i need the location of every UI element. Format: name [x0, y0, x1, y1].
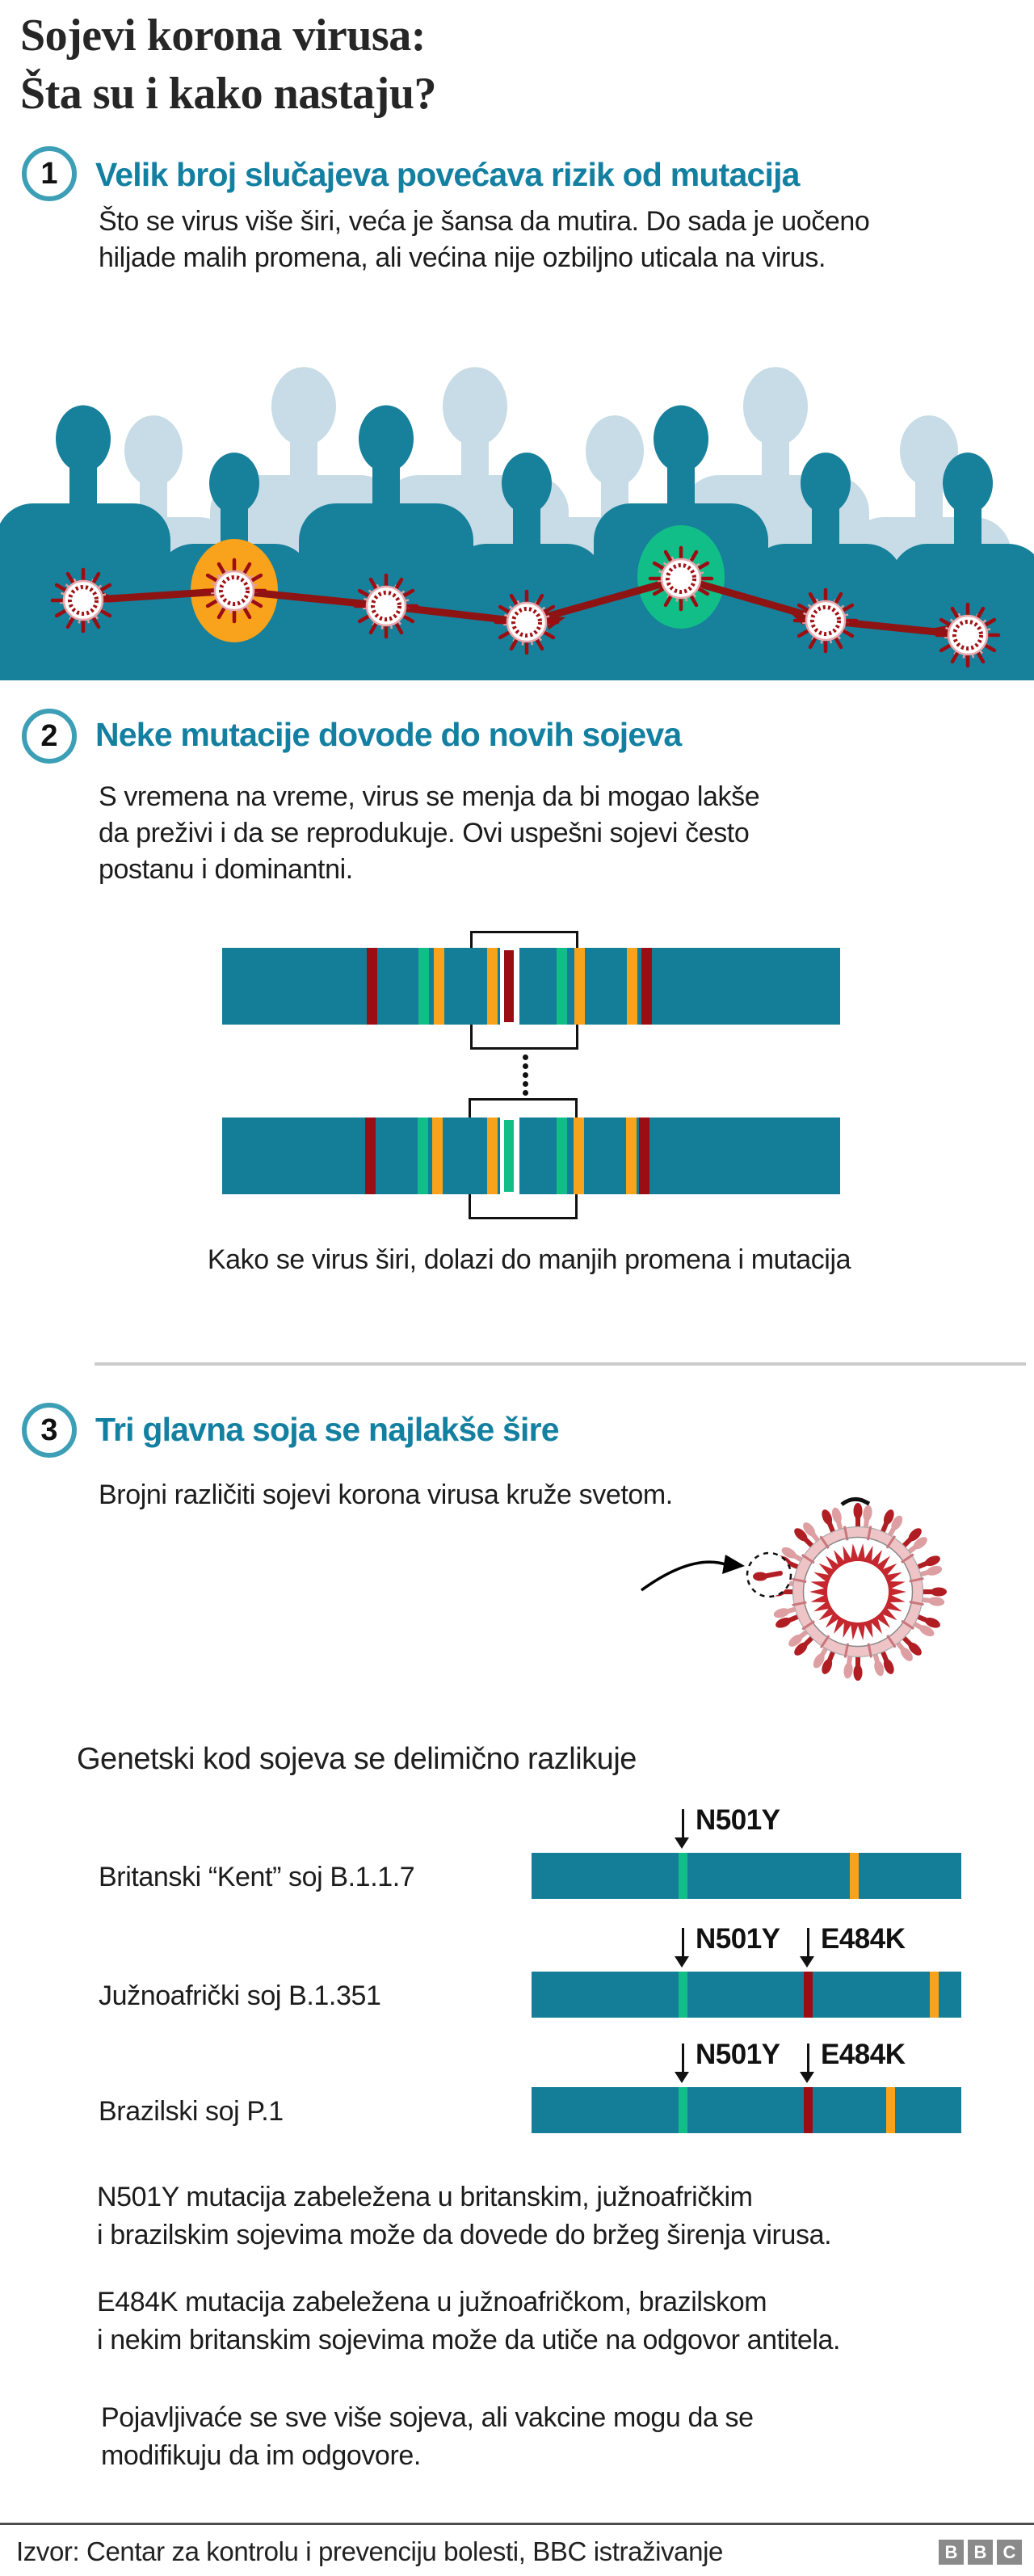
bbc-logo-letter: C [997, 2540, 1022, 2565]
mutation-arrow-line [682, 1928, 684, 1957]
mutation-stripe [504, 950, 514, 1022]
text-line: hiljade malih promena, ali većina nije ozbiljno uticala na virus. [99, 242, 826, 273]
coronavirus-illustration [0, 1491, 1034, 1725]
genome-stripe [574, 948, 585, 1025]
genome-stripe [627, 948, 637, 1025]
mutation-arrow-line [807, 2044, 809, 2073]
strain-label: Južnoafrički soj B.1.351 [99, 1980, 381, 2011]
person-silhouette-front [299, 406, 473, 680]
section-number: 2 [40, 718, 58, 753]
bbc-logo-letter: B [939, 2540, 964, 2565]
mutation-label: E484K [821, 1923, 906, 1955]
strain-stripe [850, 1853, 859, 1899]
mutation-arrow-head [800, 1956, 814, 1968]
dotted-connector [523, 1054, 528, 1099]
pointer-arrow [641, 1555, 745, 1590]
mutation-arrow-head [675, 1956, 689, 1968]
genome-stripe [418, 1118, 428, 1194]
genome-bar [222, 1118, 840, 1194]
strain-label: Brazilski soj P.1 [99, 2096, 284, 2127]
genome-stripe [487, 1118, 498, 1194]
genetic-heading: Genetski kod sojeva se delimično razlikuje [77, 1742, 637, 1776]
title-line-1: Sojevi korona virusa: [20, 11, 426, 61]
note-vaccines [101, 2399, 754, 2475]
genome-stripe [557, 1118, 567, 1194]
strain-stripe [886, 2087, 895, 2133]
strain-genome-bar [532, 2087, 961, 2133]
artifact-mark [842, 1499, 869, 1505]
text-line: da preživi i da se reprodukuje. Ovi uspešni sojevi često [99, 818, 750, 848]
text-line: Što se virus više širi, veća je šansa da mutira. Do sada je uočeno [99, 206, 870, 237]
bbc-logo-letter: B [968, 2540, 993, 2565]
genome-stripe [432, 1118, 443, 1194]
note-e484k [97, 2283, 840, 2359]
strain-genome-bar [532, 1972, 961, 2018]
genome-stripe [626, 1118, 637, 1194]
genome-stripe [574, 1118, 584, 1194]
text-line: modifikuju da im odgovore. [101, 2440, 421, 2471]
text-line: E484K mutacija zabeležena u južnoafričkom, brazilskom [97, 2287, 767, 2317]
section-divider [95, 1362, 1026, 1366]
section-number: 3 [40, 1412, 58, 1447]
mutation-label: N501Y [696, 1923, 780, 1955]
genome-stripe [418, 948, 429, 1025]
text-line: Pojavljivaće se sve više sojeva, ali vakcine mogu da se [101, 2402, 754, 2433]
bbc-logo [939, 2540, 1022, 2565]
mutation-label: N501Y [696, 2039, 780, 2070]
page-title [20, 6, 436, 123]
genome-caption: Kako se virus širi, dolazi do manjih promena i mutacija [207, 1244, 851, 1275]
section-1-body [99, 204, 869, 276]
section-2-heading: Neke mutacije dovode do novih sojeva [95, 716, 682, 753]
mutation-arrow-head [675, 1837, 689, 1849]
genome-stripe [557, 948, 567, 1025]
section-number: 1 [40, 156, 58, 191]
mutation-label: N501Y [696, 1804, 780, 1836]
coronavirus-body [769, 1503, 947, 1681]
strain-stripe [804, 1972, 813, 2018]
strain-stripe [679, 2087, 687, 2133]
section-1-number-badge [22, 146, 77, 201]
text-line: i nekim britanskim sojevima može da utiče na odgovor antitela. [97, 2325, 841, 2355]
genome-stripe [367, 948, 377, 1025]
section-2-number-badge [22, 709, 77, 764]
section-2-body [99, 779, 759, 888]
genome-bar [222, 948, 840, 1025]
text-line: Brojni različiti sojevi korona virusa kruže svetom. [99, 1480, 673, 1510]
text-line: S vremena na vreme, virus se menja da bi mogao lakše [99, 781, 760, 812]
strain-stripe [804, 2087, 813, 2133]
genome-stripe [434, 948, 444, 1025]
title-line-2: Šta su i kako nastaju? [20, 69, 436, 119]
genome-stripe [641, 948, 652, 1025]
strain-stripe [679, 1853, 687, 1899]
mutation-arrow-line [807, 1928, 809, 1957]
mutation-label: E484K [821, 2039, 906, 2070]
note-n501y [97, 2178, 831, 2254]
footer-divider [0, 2523, 1034, 2525]
source-credit: Izvor: Centar za kontrolu i prevenciju bolesti, BBC istraživanje [16, 2536, 723, 2566]
text-line: postanu i dominantni. [99, 854, 353, 885]
strain-genome-bar [532, 1853, 961, 1899]
mutation-arrow-line [682, 2044, 684, 2073]
section-3-number-badge [22, 1403, 77, 1458]
mutation-stripe [504, 1120, 514, 1192]
strain-label: Britanski “Kent” soj B.1.1.7 [99, 1862, 415, 1892]
mutation-arrow-head [800, 2072, 814, 2083]
mutation-arrow-head [675, 2072, 689, 2083]
spike-highlight-dashed-circle [747, 1553, 791, 1597]
genome-stripe [487, 948, 498, 1025]
strain-stripe [930, 1972, 939, 2018]
genome-stripe [639, 1118, 649, 1194]
crowd-transmission-illustration [0, 338, 1034, 687]
mutation-arrow-line [682, 1809, 684, 1838]
genome-stripe [365, 1118, 376, 1194]
text-line: N501Y mutacija zabeležena u britanskim, južnoafričkim [97, 2182, 753, 2212]
section-1-heading: Velik broj slučajeva povećava rizik od mutacija [95, 156, 800, 193]
strain-stripe [679, 1972, 687, 2018]
section-3-heading: Tri glavna soja se najlakše šire [95, 1411, 559, 1448]
text-line: i brazilskim sojevima može da dovede do bržeg širenja virusa. [97, 2220, 832, 2250]
